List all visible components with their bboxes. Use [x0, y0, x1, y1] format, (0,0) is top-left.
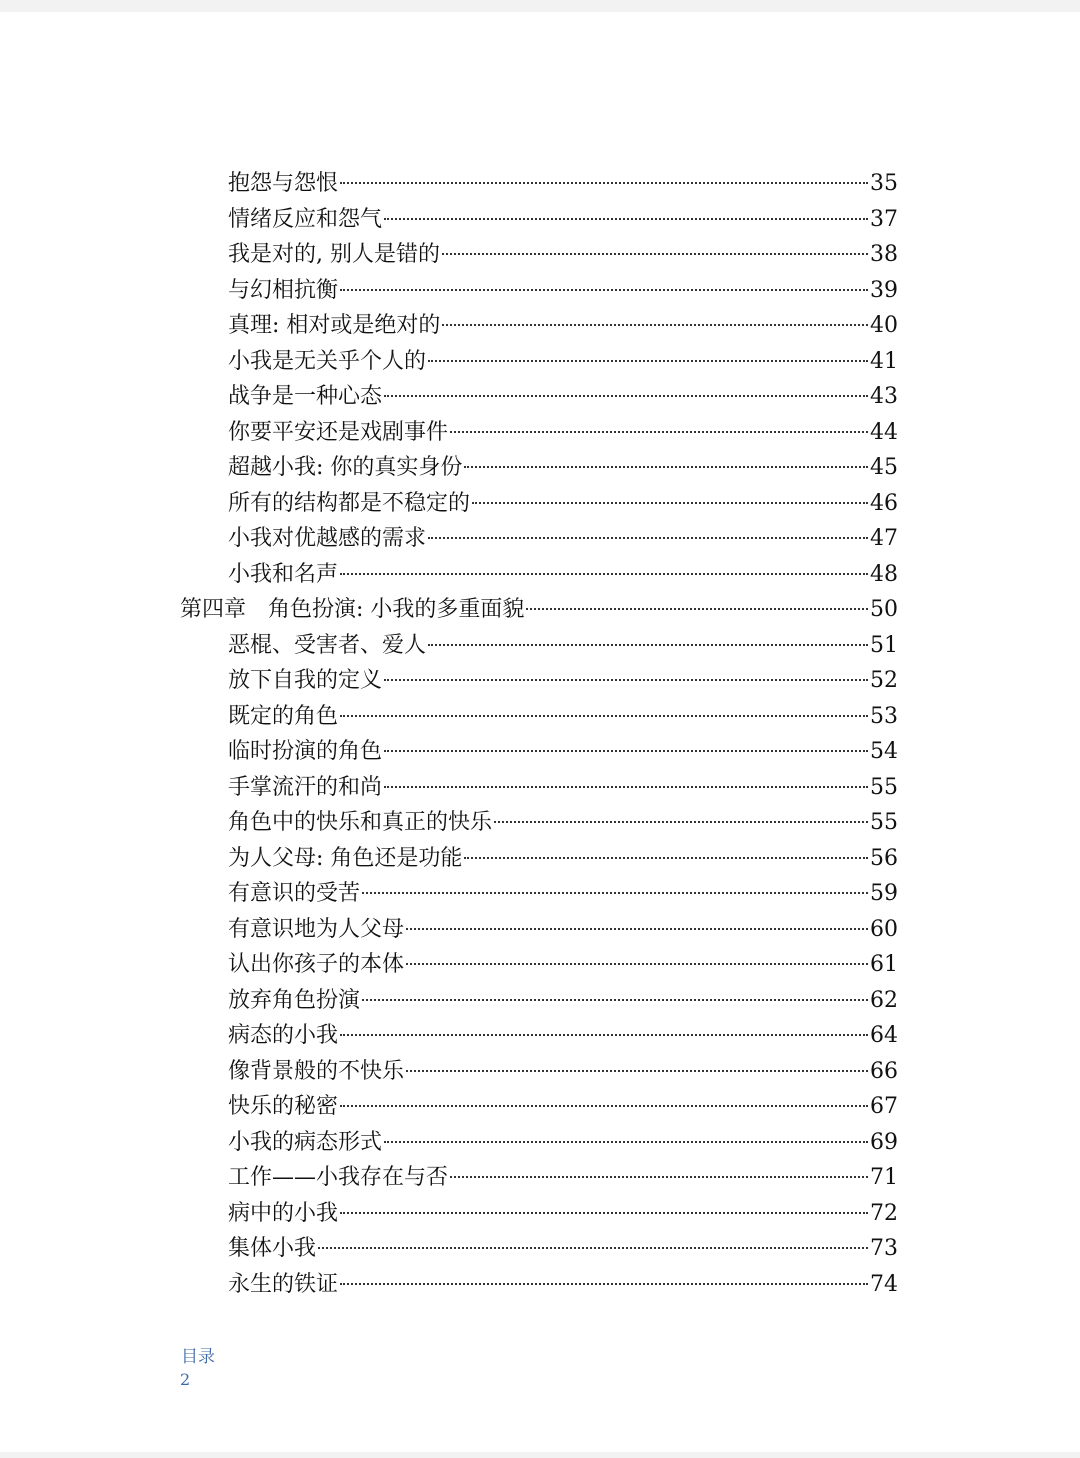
- footer-section-label: 目录: [181, 1347, 215, 1367]
- toc-dot-leader: [384, 786, 868, 788]
- toc-entry-title: 真理: 相对或是绝对的: [228, 313, 441, 338]
- toc-entry-page: 64: [870, 1023, 898, 1048]
- toc-entry[interactable]: [0, 521, 1080, 557]
- toc-dot-leader: [406, 963, 868, 965]
- toc-entry-page: 74: [870, 1271, 898, 1297]
- toc-dot-leader: [428, 537, 868, 539]
- toc-dot-leader: [428, 360, 868, 362]
- toc-dot-leader: [472, 502, 868, 504]
- toc-dot-leader: [526, 608, 868, 610]
- toc-entry[interactable]: [0, 699, 1080, 735]
- toc-entry[interactable]: [0, 166, 1080, 202]
- toc-entry-title: 抱怨与怨恨: [228, 171, 339, 196]
- toc-entry-title: 临时扮演的角色: [228, 739, 383, 764]
- toc-entry-title: 病中的小我: [228, 1200, 339, 1226]
- toc-dot-leader: [318, 1247, 868, 1249]
- toc-chapter-entry[interactable]: [0, 592, 1080, 628]
- toc-entry-page: 69: [870, 1129, 898, 1155]
- toc-entry[interactable]: [0, 1231, 1080, 1267]
- toc-entry-page: 56: [870, 845, 898, 871]
- toc-entry-title: 小我是无关乎个人的: [228, 348, 427, 374]
- toc-entry-page: 43: [870, 384, 898, 409]
- toc-dot-leader: [340, 1105, 868, 1107]
- toc-entry-page: 45: [870, 455, 898, 480]
- toc-entry[interactable]: [0, 770, 1080, 806]
- toc-dot-leader: [450, 1176, 868, 1178]
- toc-entry-title: 情绪反应和怨气: [228, 206, 383, 232]
- toc-entry-title: 病态的小我: [228, 1023, 339, 1048]
- toc-entry-page: 40: [870, 313, 898, 338]
- toc-entry-title: 与幻相抗衡: [228, 277, 339, 303]
- toc-entry[interactable]: [0, 628, 1080, 664]
- toc-entry-title: 小我对优越感的需求: [228, 526, 427, 551]
- toc-entry[interactable]: [0, 841, 1080, 877]
- toc-entry-page: 53: [870, 703, 898, 729]
- toc-entry[interactable]: [0, 1089, 1080, 1125]
- toc-entry[interactable]: [0, 1018, 1080, 1054]
- toc-dot-leader: [362, 999, 868, 1001]
- toc-entry-page: 44: [870, 419, 898, 445]
- toc-entry-page: 46: [870, 490, 898, 516]
- toc-dot-leader: [442, 253, 868, 255]
- toc-dot-leader: [340, 573, 868, 575]
- toc-entry-page: 51: [870, 632, 898, 658]
- toc-dot-leader: [384, 395, 868, 397]
- toc-entry-title: 第四章 角色扮演: 小我的多重面貌: [180, 597, 525, 622]
- document-page: [0, 12, 1080, 1452]
- toc-entry[interactable]: [0, 947, 1080, 983]
- toc-entry-title: 手掌流汗的和尚: [228, 774, 383, 800]
- toc-dot-leader: [362, 892, 868, 894]
- toc-entry[interactable]: [0, 344, 1080, 380]
- toc-entry[interactable]: [0, 805, 1080, 841]
- toc-entry[interactable]: [0, 486, 1080, 522]
- toc-entry-page: 48: [870, 561, 898, 587]
- toc-entry-page: 50: [870, 597, 898, 622]
- toc-entry[interactable]: [0, 912, 1080, 948]
- toc-dot-leader: [384, 218, 868, 220]
- toc-entry-title: 放弃角色扮演: [228, 987, 361, 1013]
- toc-dot-leader: [450, 431, 868, 433]
- toc-entry[interactable]: [0, 983, 1080, 1019]
- toc-entry[interactable]: [0, 379, 1080, 415]
- toc-entry[interactable]: [0, 1267, 1080, 1303]
- toc-entry-page: 61: [870, 952, 898, 977]
- toc-entry-title: 集体小我: [228, 1236, 317, 1261]
- toc-entry[interactable]: [0, 876, 1080, 912]
- toc-entry[interactable]: [0, 1196, 1080, 1232]
- toc-entry-title: 超越小我: 你的真实身份: [228, 455, 463, 480]
- toc-entry-page: 62: [870, 987, 898, 1013]
- table-of-contents: [0, 166, 1080, 1302]
- toc-entry-page: 47: [870, 526, 898, 551]
- toc-dot-leader: [406, 928, 868, 930]
- toc-entry-title: 我是对的, 别人是错的: [228, 242, 440, 267]
- toc-entry-title: 恶棍、受害者、爱人: [228, 632, 427, 658]
- toc-entry[interactable]: [0, 663, 1080, 699]
- toc-entry-title: 战争是一种心态: [228, 384, 383, 409]
- toc-entry[interactable]: [0, 557, 1080, 593]
- toc-entry-title: 小我的病态形式: [228, 1129, 383, 1155]
- toc-entry-title: 认出你孩子的本体: [228, 952, 405, 977]
- toc-dot-leader: [442, 324, 868, 326]
- toc-entry-title: 为人父母: 角色还是功能: [228, 845, 463, 871]
- toc-entry-page: 37: [870, 206, 898, 232]
- toc-dot-leader: [340, 1034, 868, 1036]
- toc-entry-page: 52: [870, 668, 898, 693]
- toc-entry-title: 有意识地为人父母: [228, 916, 405, 942]
- toc-entry-title: 永生的铁证: [228, 1271, 339, 1297]
- toc-dot-leader: [428, 644, 868, 646]
- toc-entry-page: 41: [870, 348, 898, 374]
- toc-entry-title: 像背景般的不快乐: [228, 1058, 405, 1084]
- toc-entry[interactable]: [0, 202, 1080, 238]
- toc-entry-page: 71: [870, 1165, 898, 1190]
- toc-entry-page: 60: [870, 916, 898, 942]
- toc-entry-title: 工作——小我存在与否: [228, 1165, 449, 1190]
- toc-entry[interactable]: [0, 415, 1080, 451]
- toc-entry-page: 38: [870, 242, 898, 267]
- toc-entry-title: 有意识的受苦: [228, 881, 361, 906]
- toc-entry[interactable]: [0, 1054, 1080, 1090]
- toc-entry[interactable]: [0, 237, 1080, 273]
- toc-dot-leader: [340, 1212, 868, 1214]
- toc-entry[interactable]: [0, 1160, 1080, 1196]
- toc-entry-page: 35: [870, 171, 898, 196]
- toc-dot-leader: [384, 750, 868, 752]
- toc-dot-leader: [340, 715, 868, 717]
- toc-entry-page: 59: [870, 881, 898, 906]
- toc-entry-page: 39: [870, 277, 898, 303]
- toc-entry-page: 55: [870, 810, 898, 835]
- toc-dot-leader: [384, 1141, 868, 1143]
- toc-dot-leader: [340, 182, 868, 184]
- toc-dot-leader: [464, 466, 868, 468]
- footer-page-number: 2: [180, 1370, 191, 1389]
- toc-entry[interactable]: [0, 450, 1080, 486]
- toc-entry-title: 你要平安还是戏剧事件: [228, 419, 449, 445]
- toc-dot-leader: [340, 289, 868, 291]
- toc-entry-title: 快乐的秘密: [228, 1094, 339, 1119]
- toc-entry-title: 小我和名声: [228, 561, 339, 587]
- toc-entry[interactable]: [0, 273, 1080, 309]
- toc-entry-page: 54: [870, 739, 898, 764]
- toc-dot-leader: [340, 1283, 868, 1285]
- toc-entry-page: 72: [870, 1200, 898, 1226]
- toc-entry-page: 67: [870, 1094, 898, 1119]
- toc-dot-leader: [494, 821, 868, 823]
- toc-entry-page: 66: [870, 1058, 898, 1084]
- toc-entry-title: 放下自我的定义: [228, 668, 383, 693]
- toc-entry[interactable]: [0, 308, 1080, 344]
- toc-entry-title: 既定的角色: [228, 703, 339, 729]
- toc-entry-title: 所有的结构都是不稳定的: [228, 490, 471, 516]
- toc-entry-page: 55: [870, 774, 898, 800]
- toc-dot-leader: [406, 1070, 868, 1072]
- toc-dot-leader: [464, 857, 868, 859]
- toc-entry[interactable]: [0, 734, 1080, 770]
- toc-entry-page: 73: [870, 1236, 898, 1261]
- toc-entry-title: 角色中的快乐和真正的快乐: [228, 810, 493, 835]
- toc-entry[interactable]: [0, 1125, 1080, 1161]
- toc-dot-leader: [384, 679, 868, 681]
